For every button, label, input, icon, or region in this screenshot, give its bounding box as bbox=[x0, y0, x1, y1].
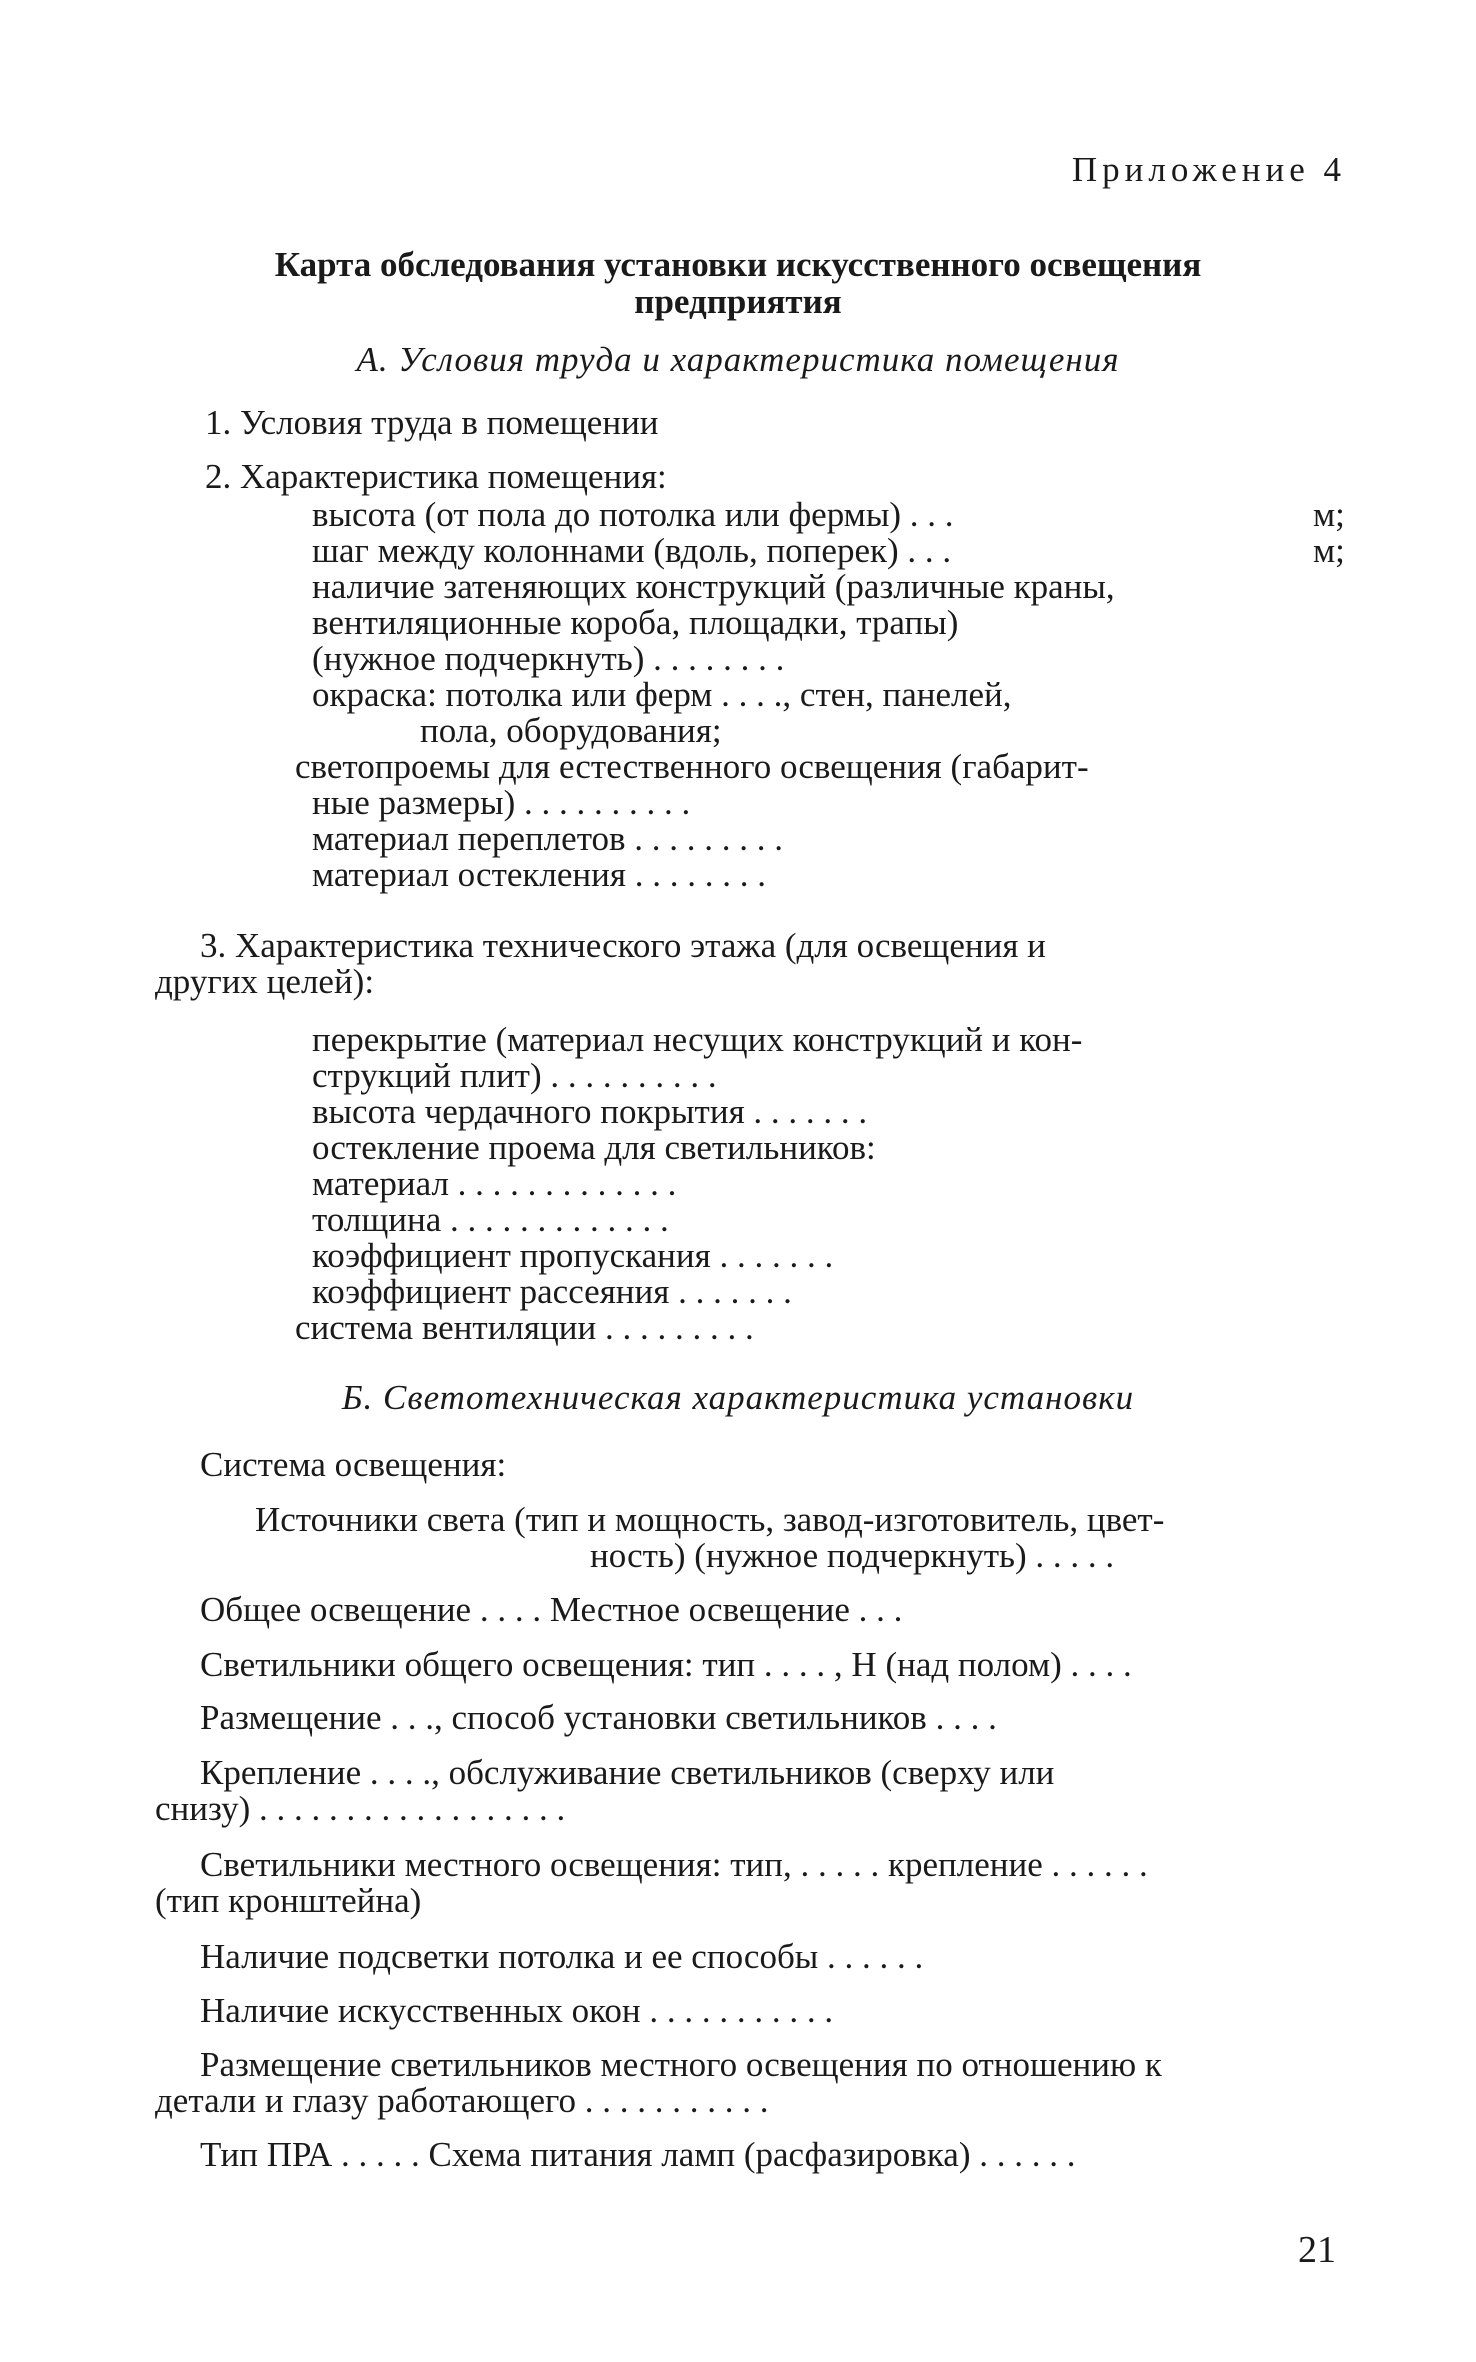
appendix-label: Приложение 4 bbox=[1071, 150, 1346, 189]
mounting-line1: Крепление . . . ., обслуживание светильников (сверху или bbox=[200, 1753, 1055, 1792]
daylight-openings-line1: светопроемы для естественного освещения (габарит- bbox=[295, 747, 1089, 786]
item-3-line1: 3. Характеристика технического этажа (для освещения и bbox=[200, 926, 1046, 965]
opening-glazing-line: остекление проема для светильников: bbox=[312, 1128, 876, 1167]
unit-m-2: м; bbox=[1313, 531, 1345, 570]
page-title-line2: предприятия bbox=[634, 282, 842, 321]
floor-structure-line1: перекрытие (материал несущих конструкций и кон- bbox=[312, 1020, 1083, 1059]
frame-material-line: материал переплетов . . . . . . . . . bbox=[312, 819, 784, 858]
local-luminaires-line1: Светильники местного освещения: тип, . . . . . крепление . . . . . . bbox=[200, 1845, 1148, 1884]
daylight-openings-line2: ные размеры) . . . . . . . . . . bbox=[312, 783, 691, 822]
local-placement-line1: Размещение светильников местного освещения по отношению к bbox=[200, 2045, 1162, 2084]
local-luminaires-line2: (тип кронштейна) bbox=[155, 1881, 422, 1920]
page-title-line1: Карта обследования установки искусственного освещения bbox=[274, 245, 1202, 284]
shading-structures-line2: вентиляционные короба, площадки, трапы) bbox=[312, 603, 959, 642]
mounting-line2: снизу) . . . . . . . . . . . . . . . . . . bbox=[155, 1789, 566, 1828]
shading-structures-line1: наличие затеняющих конструкций (различные краны, bbox=[312, 567, 1115, 606]
light-sources-line1: Источники света (тип и мощность, завод-изготовитель, цвет- bbox=[255, 1500, 1165, 1539]
page-number: 21 bbox=[1298, 2229, 1336, 2271]
lighting-system-line: Система освещения: bbox=[200, 1445, 507, 1484]
floor-structure-line2: струкций плит) . . . . . . . . . . bbox=[312, 1056, 717, 1095]
unit-m-1: м; bbox=[1313, 495, 1345, 534]
underline-note-line: (нужное подчеркнуть) . . . . . . . . bbox=[312, 639, 785, 678]
transmission-coeff-line: коэффициент пропускания . . . . . . . bbox=[312, 1236, 834, 1275]
painting-line2: пола, оборудования; bbox=[420, 711, 722, 750]
general-local-lighting-line: Общее освещение . . . . Местное освещение . . . bbox=[200, 1590, 903, 1629]
local-placement-line2: детали и глазу работающего . . . . . . . . . . . bbox=[155, 2081, 769, 2120]
painting-line1: окраска: потолка или ферм . . . ., стен, панелей, bbox=[312, 675, 1012, 714]
material-line: материал . . . . . . . . . . . . . bbox=[312, 1164, 677, 1203]
section-a-heading: А. Условия труда и характеристика помещения bbox=[356, 340, 1120, 379]
item-2: 2. Характеристика помещения: bbox=[205, 457, 667, 496]
column-step-line: шаг между колоннами (вдоль, поперек) . . . bbox=[312, 531, 952, 570]
artificial-windows-line: Наличие искусственных окон . . . . . . . . . . . bbox=[200, 1991, 834, 2030]
scattering-coeff-line: коэффициент рассеяния . . . . . . . bbox=[312, 1272, 792, 1311]
ventilation-line: система вентиляции . . . . . . . . . bbox=[295, 1308, 754, 1347]
item-3-line2: других целей): bbox=[155, 962, 375, 1001]
light-sources-line2: ность) (нужное подчеркнуть) . . . . . bbox=[590, 1536, 1115, 1575]
attic-height-line: высота чердачного покрытия . . . . . . . bbox=[312, 1092, 868, 1131]
ceiling-backlight-line: Наличие подсветки потолка и ее способы . . . . . . bbox=[200, 1937, 924, 1976]
general-luminaires-line: Светильники общего освещения: тип . . . . , Н (над полом) . . . . bbox=[200, 1645, 1132, 1684]
ballast-type-line: Тип ПРА . . . . . Схема питания ламп (расфазировка) . . . . . . bbox=[200, 2135, 1076, 2174]
section-b-heading: Б. Светотехническая характеристика установки bbox=[341, 1378, 1135, 1417]
glazing-material-line: материал остекления . . . . . . . . bbox=[312, 855, 766, 894]
item-1: 1. Условия труда в помещении bbox=[205, 403, 659, 442]
placement-line: Размещение . . ., способ установки светильников . . . . bbox=[200, 1698, 997, 1737]
room-height-line: высота (от пола до потолка или фермы) . . . bbox=[312, 495, 954, 534]
thickness-line: толщина . . . . . . . . . . . . . bbox=[312, 1200, 669, 1239]
